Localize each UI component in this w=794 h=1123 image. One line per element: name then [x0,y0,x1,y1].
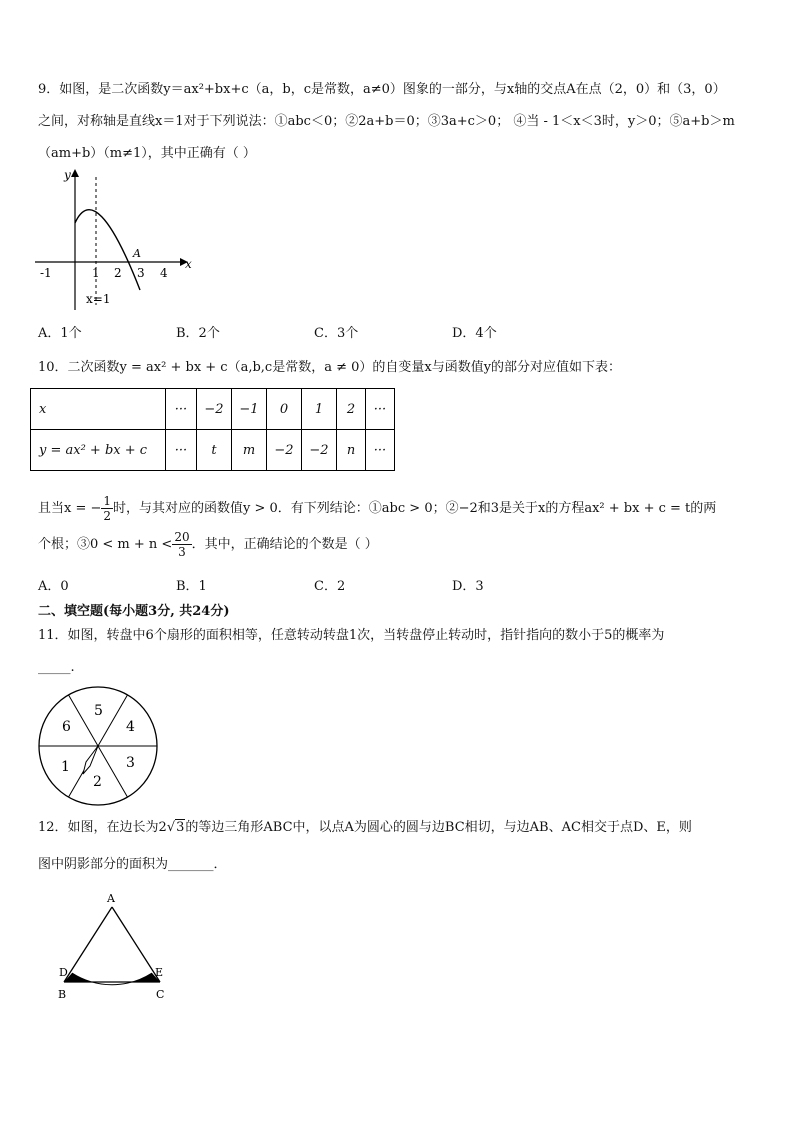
q10-condition-line-2 [38,530,378,559]
sector-label: 4 [126,719,135,735]
fraction-twenty-thirds [172,530,191,559]
table-cell: m [232,430,267,471]
q10-choice-a: A．0 [38,579,69,594]
q10-choice-d: D．3 [452,579,484,594]
vertex-a-label: A [107,892,115,905]
table-cell: ··· [366,389,395,430]
q9-line-2: 之间，对称轴是直线x＝1对于下列说法：①abc＜0；②2a+b＝0；③3a+c＞0； ④当 - 1＜x＜3时，y＞0；⑤a+b＞m [38,114,735,129]
q9-choice-a: A．1个 [38,326,82,341]
frac-denominator: 3 [178,545,186,559]
sqrt-radicand: 3 [176,820,185,835]
table-cell-x-head: x [31,389,166,430]
q10-condition-line-1 [38,494,716,523]
table-cell: ··· [166,430,197,471]
q12-line-2: 图中阴影部分的面积为_______． [38,857,227,872]
q10-choice-b: B．1 [176,579,207,594]
sector-label: 1 [61,759,70,775]
tick-4: 4 [160,266,168,280]
tick-2: 2 [114,266,122,280]
symmetry-axis-label: x=1 [86,292,111,306]
q9-line-3: （am+b）（m≠1），其中正确有（ ） [38,146,256,161]
q10-cond-a: 且当x = − [38,501,102,516]
point-d-label: D [59,966,68,979]
tick-3: 3 [137,266,145,280]
sqrt-symbol: √ [166,820,176,835]
q9-choice-b: B．2个 [176,326,220,341]
q11-line-2: _____. [38,660,75,675]
tick-1: 1 [92,266,100,280]
table-row [31,389,395,430]
arc-de [72,973,152,985]
vertex-c-label: C [156,988,165,1001]
q9-choice-d: D．4个 [452,326,497,341]
sector-label: 2 [93,774,102,790]
table-cell: n [337,430,366,471]
table-row [31,430,395,471]
point-a-label: A [133,247,141,260]
vertex-b-label: B [58,988,67,1001]
sector-label: 5 [94,703,103,719]
table-cell: −1 [232,389,267,430]
x-axis-label: x [185,257,192,271]
q11-line-1: 11．如图，转盘中6个扇形的面积相等，任意转动转盘1次，当转盘停止转动时，指针指向的数小于5的概率为 [38,628,665,643]
q12-triangle-figure [52,890,172,1010]
frac-numerator: 1 [103,494,112,508]
q11-spinner [36,684,160,808]
side-ab [64,907,112,982]
table-cell: 1 [302,389,337,430]
point-e-label: E [155,966,164,979]
q10-line-1: 10．二次函数y = ax² + bx + c（a,b,c是常数，a ≠ 0）的自变量x与函数值y的部分对应值如下表： [38,360,622,375]
q12-line-1 [38,816,692,840]
q10-choice-c: C．2 [314,579,346,594]
tick-neg1: -1 [40,266,52,280]
q9-line-1: 9．如图，是二次函数y＝ax²+bx+c（a，b，c是常数，a≠0）图象的一部分，与x轴的交点A在点（2，0）和（3，0） [38,82,726,97]
table-cell: −2 [267,430,302,471]
y-axis-arrow [71,169,79,177]
table-cell: −2 [197,389,232,430]
q12-text-a: 12．如图，在边长为2 [38,820,167,835]
table-cell: ··· [166,389,197,430]
table-cell: −2 [302,430,337,471]
q10-value-table [30,388,395,471]
q10-cond-b: 时，与其对应的函数值y > 0．有下列结论：①abc > 0；②−2和3是关于x的方程ax² + bx + c = t的两 [113,501,717,516]
table-cell-y-head: y = ax² + bx + c [31,430,166,471]
section-heading: 二、填空题(每小题3分, 共24分) [38,604,230,619]
frac-denominator: 2 [103,509,112,523]
table-cell: t [197,430,232,471]
spinner-pointer [83,746,98,774]
side-ac [112,907,160,982]
table-cell: ··· [366,430,395,471]
table-cell: 0 [267,389,302,430]
q9-parabola-graph [30,165,200,315]
q9-choice-c: C．3个 [314,326,359,341]
q10-cond-c: 个根；③0 < m + n < [38,537,173,552]
table-cell: 2 [337,389,366,430]
parabola-curve [75,210,140,290]
fraction-one-half [101,494,113,523]
y-axis-label: y [64,168,71,182]
q10-cond-d: ．其中，正确结论的个数是（ ） [191,537,378,552]
q12-text-b: 的等边三角形ABC中，以点A为圆心的圆与边BC相切，与边AB、AC相交于点D、E，则 [185,820,692,835]
sector-label: 3 [126,755,135,771]
sector-label: 6 [62,719,71,735]
frac-numerator: 20 [174,530,190,544]
